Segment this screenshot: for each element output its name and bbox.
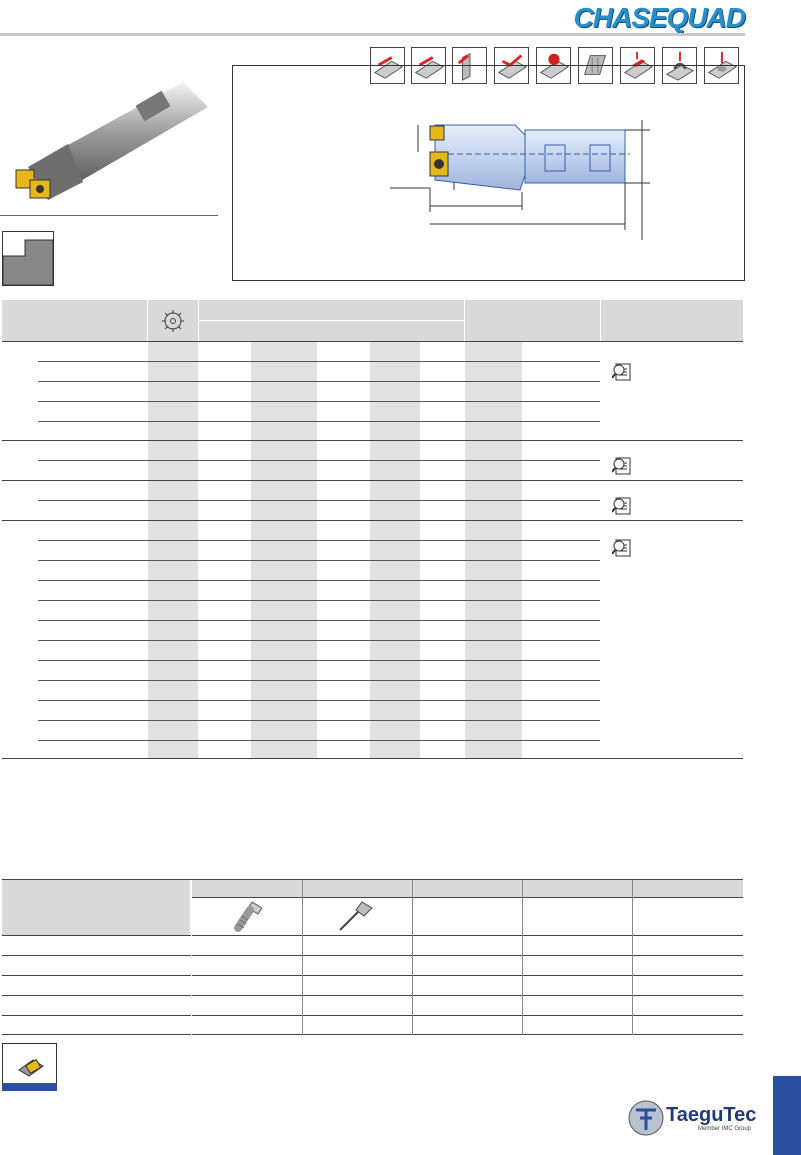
chasequad-logo: CHASEQUAD bbox=[573, 2, 745, 33]
header-designation bbox=[2, 300, 147, 341]
endmill-photo bbox=[8, 72, 218, 207]
taegutec-logo bbox=[628, 1098, 757, 1143]
taegutec-subtitle: Member IMC Group bbox=[698, 1126, 752, 1132]
accessory-header-band bbox=[192, 880, 743, 897]
header-spare-parts bbox=[601, 300, 743, 341]
spare-parts-lookup-icon[interactable] bbox=[612, 496, 632, 516]
accessory-header-designation bbox=[2, 880, 190, 935]
photo-divider bbox=[0, 215, 218, 216]
screw-icon bbox=[230, 898, 266, 934]
tool-dimension-drawing bbox=[380, 110, 680, 245]
header-insert bbox=[465, 300, 600, 341]
spare-parts-lookup-icon[interactable] bbox=[612, 362, 632, 382]
taegutec-wordmark: TaeguTec bbox=[666, 1104, 757, 1126]
shoulder-icon bbox=[2, 231, 54, 286]
spare-parts-lookup-icon[interactable] bbox=[612, 538, 632, 558]
header-dimensions-sub bbox=[199, 321, 464, 341]
section-side-tab bbox=[773, 1076, 801, 1155]
teeth-count-icon bbox=[161, 309, 185, 333]
screwdriver-icon bbox=[336, 898, 376, 934]
spare-parts-lookup-icon[interactable] bbox=[612, 456, 632, 476]
header-divider bbox=[0, 33, 745, 36]
header-dimensions bbox=[199, 300, 464, 320]
insert-reference-bar bbox=[2, 1083, 57, 1091]
